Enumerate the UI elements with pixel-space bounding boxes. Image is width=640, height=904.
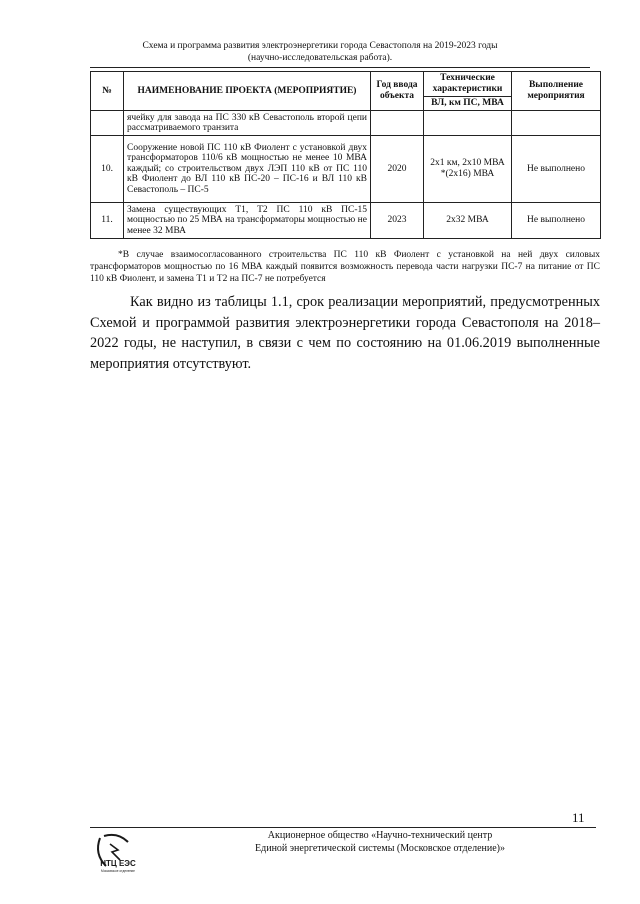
logo-subtext: Московское отделение	[101, 869, 135, 873]
footer-line-1: Акционерное общество «Научно-технический центр	[267, 830, 493, 841]
footer-divider	[90, 827, 596, 828]
header-num: №	[91, 72, 124, 111]
page-header	[0, 40, 640, 64]
page-number: 11	[572, 810, 585, 825]
row-num	[91, 111, 124, 136]
row-num: 10.	[91, 136, 124, 203]
header-line-1: Схема и программа развития электроэнергетики города Севастополя на 2019-2023 годы	[142, 41, 498, 51]
row-exec: Не выполнено	[512, 203, 601, 239]
page-footer	[200, 829, 560, 855]
row-num: 11.	[91, 203, 124, 239]
table-row	[91, 136, 601, 203]
row-year: 2023	[371, 203, 424, 239]
header-year: Год ввода объекта	[371, 72, 424, 111]
logo-text: НТЦ ЕЭС	[100, 859, 136, 868]
header-tech: Технические характеристики	[424, 72, 512, 97]
body-paragraph: Как видно из таблицы 1.1, срок реализации мероприятий, предусмотренных Схемой и программой развития электроэнергетики города Севастополя на 2018–2022 годы, не наступил, в связи с чем по состоянию на 01.06.2019 выполненные мероприятия отсутствуют.	[90, 294, 600, 372]
header-divider	[90, 67, 590, 68]
row-tech	[424, 111, 512, 136]
table-footnote: *В случае взаимосогласованного строительства ПС 110 кВ Фиолент с установкой на ней двух силовых трансформаторов мощностью по 16 МВА каждый появится возможность перевода части нагрузки ПС-7 на питание от ПС 110 кВ Фиолент, и замена Т1 и Т2 на ПС-7 не потребуется	[90, 250, 600, 284]
header-line-2: (научно-исследовательская работа).	[247, 53, 393, 63]
row-name: ячейку для завода на ПС 330 кВ Севастополь второй цепи рассматриваемого транзита	[124, 111, 371, 136]
footer-line-2: Единой энергетической системы (Московское отделение)»	[255, 843, 505, 854]
header-exec: Выполнение мероприятия	[512, 72, 601, 111]
projects-table	[90, 71, 601, 239]
row-year	[371, 111, 424, 136]
row-tech: 2х1 км, 2х10 МВА *(2х16) МВА	[424, 136, 512, 203]
header-tech-sub: ВЛ, км ПС, МВА	[424, 97, 512, 111]
row-exec	[512, 111, 601, 136]
row-name: Замена существующих Т1, Т2 ПС 110 кВ ПС-15 мощностью по 25 МВА на трансформаторы мощностью не менее 32 МВА	[124, 203, 371, 239]
row-tech: 2х32 МВА	[424, 203, 512, 239]
row-name: Сооружение новой ПС 110 кВ Фиолент с установкой двух трансформаторов 110/6 кВ мощностью не менее 10 МВА каждый; со строительством двух ЛЭП 110 кВ от ПС 110 кВ Фиолент до ВЛ 110 кВ ПС-20 – ПС-16 и ВЛ 110 кВ Севастополь – ПС-5	[124, 136, 371, 203]
table-header-row	[91, 72, 601, 97]
row-exec: Не выполнено	[512, 136, 601, 203]
table-row	[91, 111, 601, 136]
table-row	[91, 203, 601, 239]
row-year: 2020	[371, 136, 424, 203]
header-name: НАИМЕНОВАНИЕ ПРОЕКТА (МЕРОПРИЯТИЕ)	[124, 72, 371, 111]
ntc-ees-logo	[88, 832, 148, 874]
